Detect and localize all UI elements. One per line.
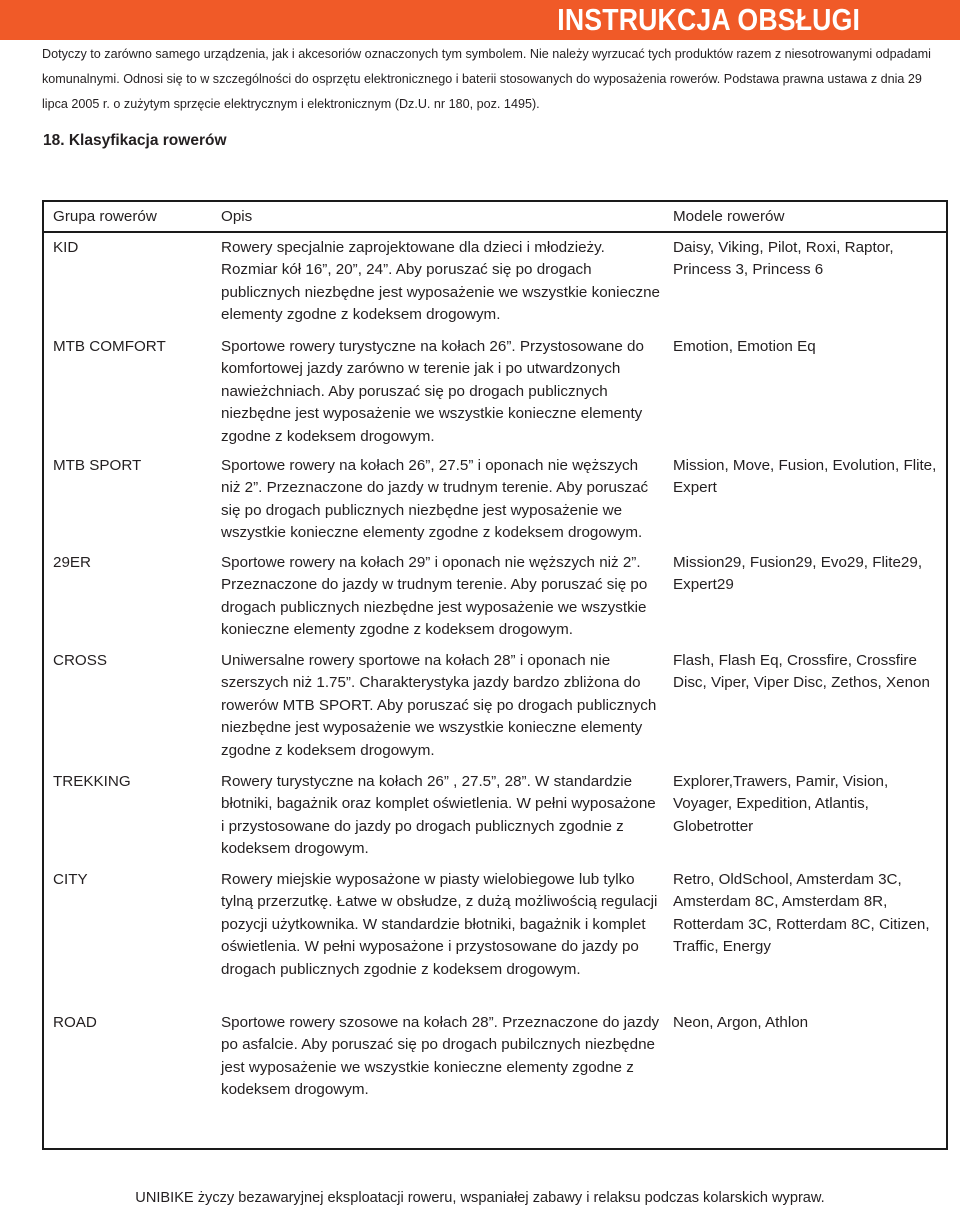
row-mtb-sport-description: Sportowe rowery na kołach 26”, 27.5” i oponach nie węższych niż 2”. Przeznaczone do jazdy w trudnym terenie. Aby poruszać się po drogach publicznych niezbędne jest wyposażenie we wszystkie konieczne elementy zgodne z kodeksem drogowym. bbox=[221, 457, 649, 542]
page-title: INSTRUKCJA OBSŁUGI bbox=[557, 2, 860, 37]
row-mtb-comfort-group: MTB COMFORT bbox=[53, 338, 166, 355]
row-kid-description: Rowery specjalnie zaprojektowane dla dzieci i młodzieży. Rozmiar kół 16”, 20”, 24”. Aby poruszać się po drogach publicznych niezbędne jest wyposażenie we wszystkie konieczne elementy zgodne z kodeksem drogowym. bbox=[221, 239, 660, 324]
row-cross-description: Uniwersalne rowery sportowe na kołach 28” i oponach nie szerszych niż 1.75”. Charakterystyka jazdy bardzo zbliżona do rowerów MTB SPORT. Aby poruszać się po drogach publicznych niezbędne jest wyposażenie we wszystkie konieczne elementy zgodne z kodeksem drogowym. bbox=[221, 652, 657, 759]
row-city-models: Retro, OldSchool, Amsterdam 3C, Amsterdam 8C, Amsterdam 8R, Rotterdam 3C, Rotterdam 8C, Citizen, Traffic, Energy bbox=[673, 871, 930, 956]
row-trekking-description: Rowery turystyczne na kołach 26” , 27.5”, 28”. W standardzie błotniki, bagażnik oraz komplet oświetlenia. W pełni wyposażone i przystosowane do jazdy po drogach publicznych zgodnie z kodeksem drogowym. bbox=[221, 773, 656, 858]
row-road-group: ROAD bbox=[53, 1014, 97, 1031]
row-road-models: Neon, Argon, Athlon bbox=[673, 1014, 809, 1031]
column-header-description: Opis bbox=[221, 208, 253, 225]
row-mtb-sport-models: Mission, Move, Fusion, Evolution, Flite, Expert bbox=[673, 457, 937, 497]
row-cross-group: CROSS bbox=[53, 652, 108, 669]
row-trekking-models: Explorer,Trawers, Pamir, Vision, Voyager, Expedition, Atlantis, Globetrotter bbox=[673, 773, 889, 835]
row-city-group: CITY bbox=[53, 871, 88, 888]
row-29er-description: Sportowe rowery na kołach 29” i oponach nie węższych niż 2”. Przeznaczone do jazdy w trudnym terenie. Aby poruszać się po drogach publicznych niezbędne jest wyposażenie we wszystkie konieczne elementy zgodne z kodeksem drogowym. bbox=[221, 554, 648, 639]
row-29er-group: 29ER bbox=[53, 554, 91, 571]
row-29er-models: Mission29, Fusion29, Evo29, Flite29, Expert29 bbox=[673, 554, 923, 594]
intro-paragraph: Dotyczy to zarówno samego urządzenia, jak i akcesoriów oznaczonych tym symbolem. Nie należy wyrzucać tych produktów razem z niesotrowanymi odpadami komunalnymi. Odnosi się to w szczególności do osprzętu elektronicznego i baterii stosowanych do wyposażenia rowerów. Podstawa prawna ustawa z dnia 29 lipca 2005 r. o zużytym sprzęcie elektrycznym i elektronicznym (Dz.U. nr 180, poz. 1495). bbox=[42, 47, 931, 111]
row-mtb-comfort-description: Sportowe rowery turystyczne na kołach 26”. Przystosowane do komfortowej jazdy zarówno w terenie jak i po utwardzonych nawieżchniach. Aby poruszać się po drogach publicznych niezbędne jest wyposażenie we wszystkie konieczne elementy zgodne z kodeksem drogowym. bbox=[221, 338, 644, 445]
column-header-models: Modele rowerów bbox=[673, 208, 785, 225]
header-band bbox=[0, 0, 960, 40]
section-heading: 18. Klasyfikacja rowerów bbox=[43, 132, 227, 149]
bike-classification-table bbox=[42, 200, 948, 1150]
row-trekking-group: TREKKING bbox=[53, 773, 131, 790]
row-kid-group: KID bbox=[53, 239, 79, 256]
row-cross-models: Flash, Flash Eq, Crossfire, Crossfire Disc, Viper, Viper Disc, Zethos, Xenon bbox=[673, 652, 930, 692]
row-city-description: Rowery miejskie wyposażone w piasty wielobiegowe lub tylko tylną przerzutkę. Łatwe w obsłudze, z dużą możliwością regulacji pozycji użytkownika. W standardzie błotniki, bagażnik i komplet oświetlenia. W pełni wyposażone i przystosowane do jazdy po drogach publicznych zgodnie z kodeksem drogowym. bbox=[221, 871, 658, 978]
row-mtb-sport-group: MTB SPORT bbox=[53, 457, 142, 474]
header-divider bbox=[44, 231, 946, 233]
row-road-description: Sportowe rowery szosowe na kołach 28”. Przeznaczone do jazdy po asfalcie. Aby poruszać się po drogach pubilcznych niezbędne jest wyposażenie we wszystkie konieczne elementy zgodne z kodeksem drogowym. bbox=[221, 1014, 660, 1099]
row-kid-models: Daisy, Viking, Pilot, Roxi, Raptor, Princess 3, Princess 6 bbox=[673, 239, 894, 279]
footer-note: UNIBIKE życzy bezawaryjnej eksploatacji roweru, wspaniałej zabawy i relaksu podczas kolarskich wypraw. bbox=[135, 1190, 825, 1206]
column-header-group: Grupa rowerów bbox=[53, 208, 157, 225]
row-mtb-comfort-models: Emotion, Emotion Eq bbox=[673, 338, 816, 355]
